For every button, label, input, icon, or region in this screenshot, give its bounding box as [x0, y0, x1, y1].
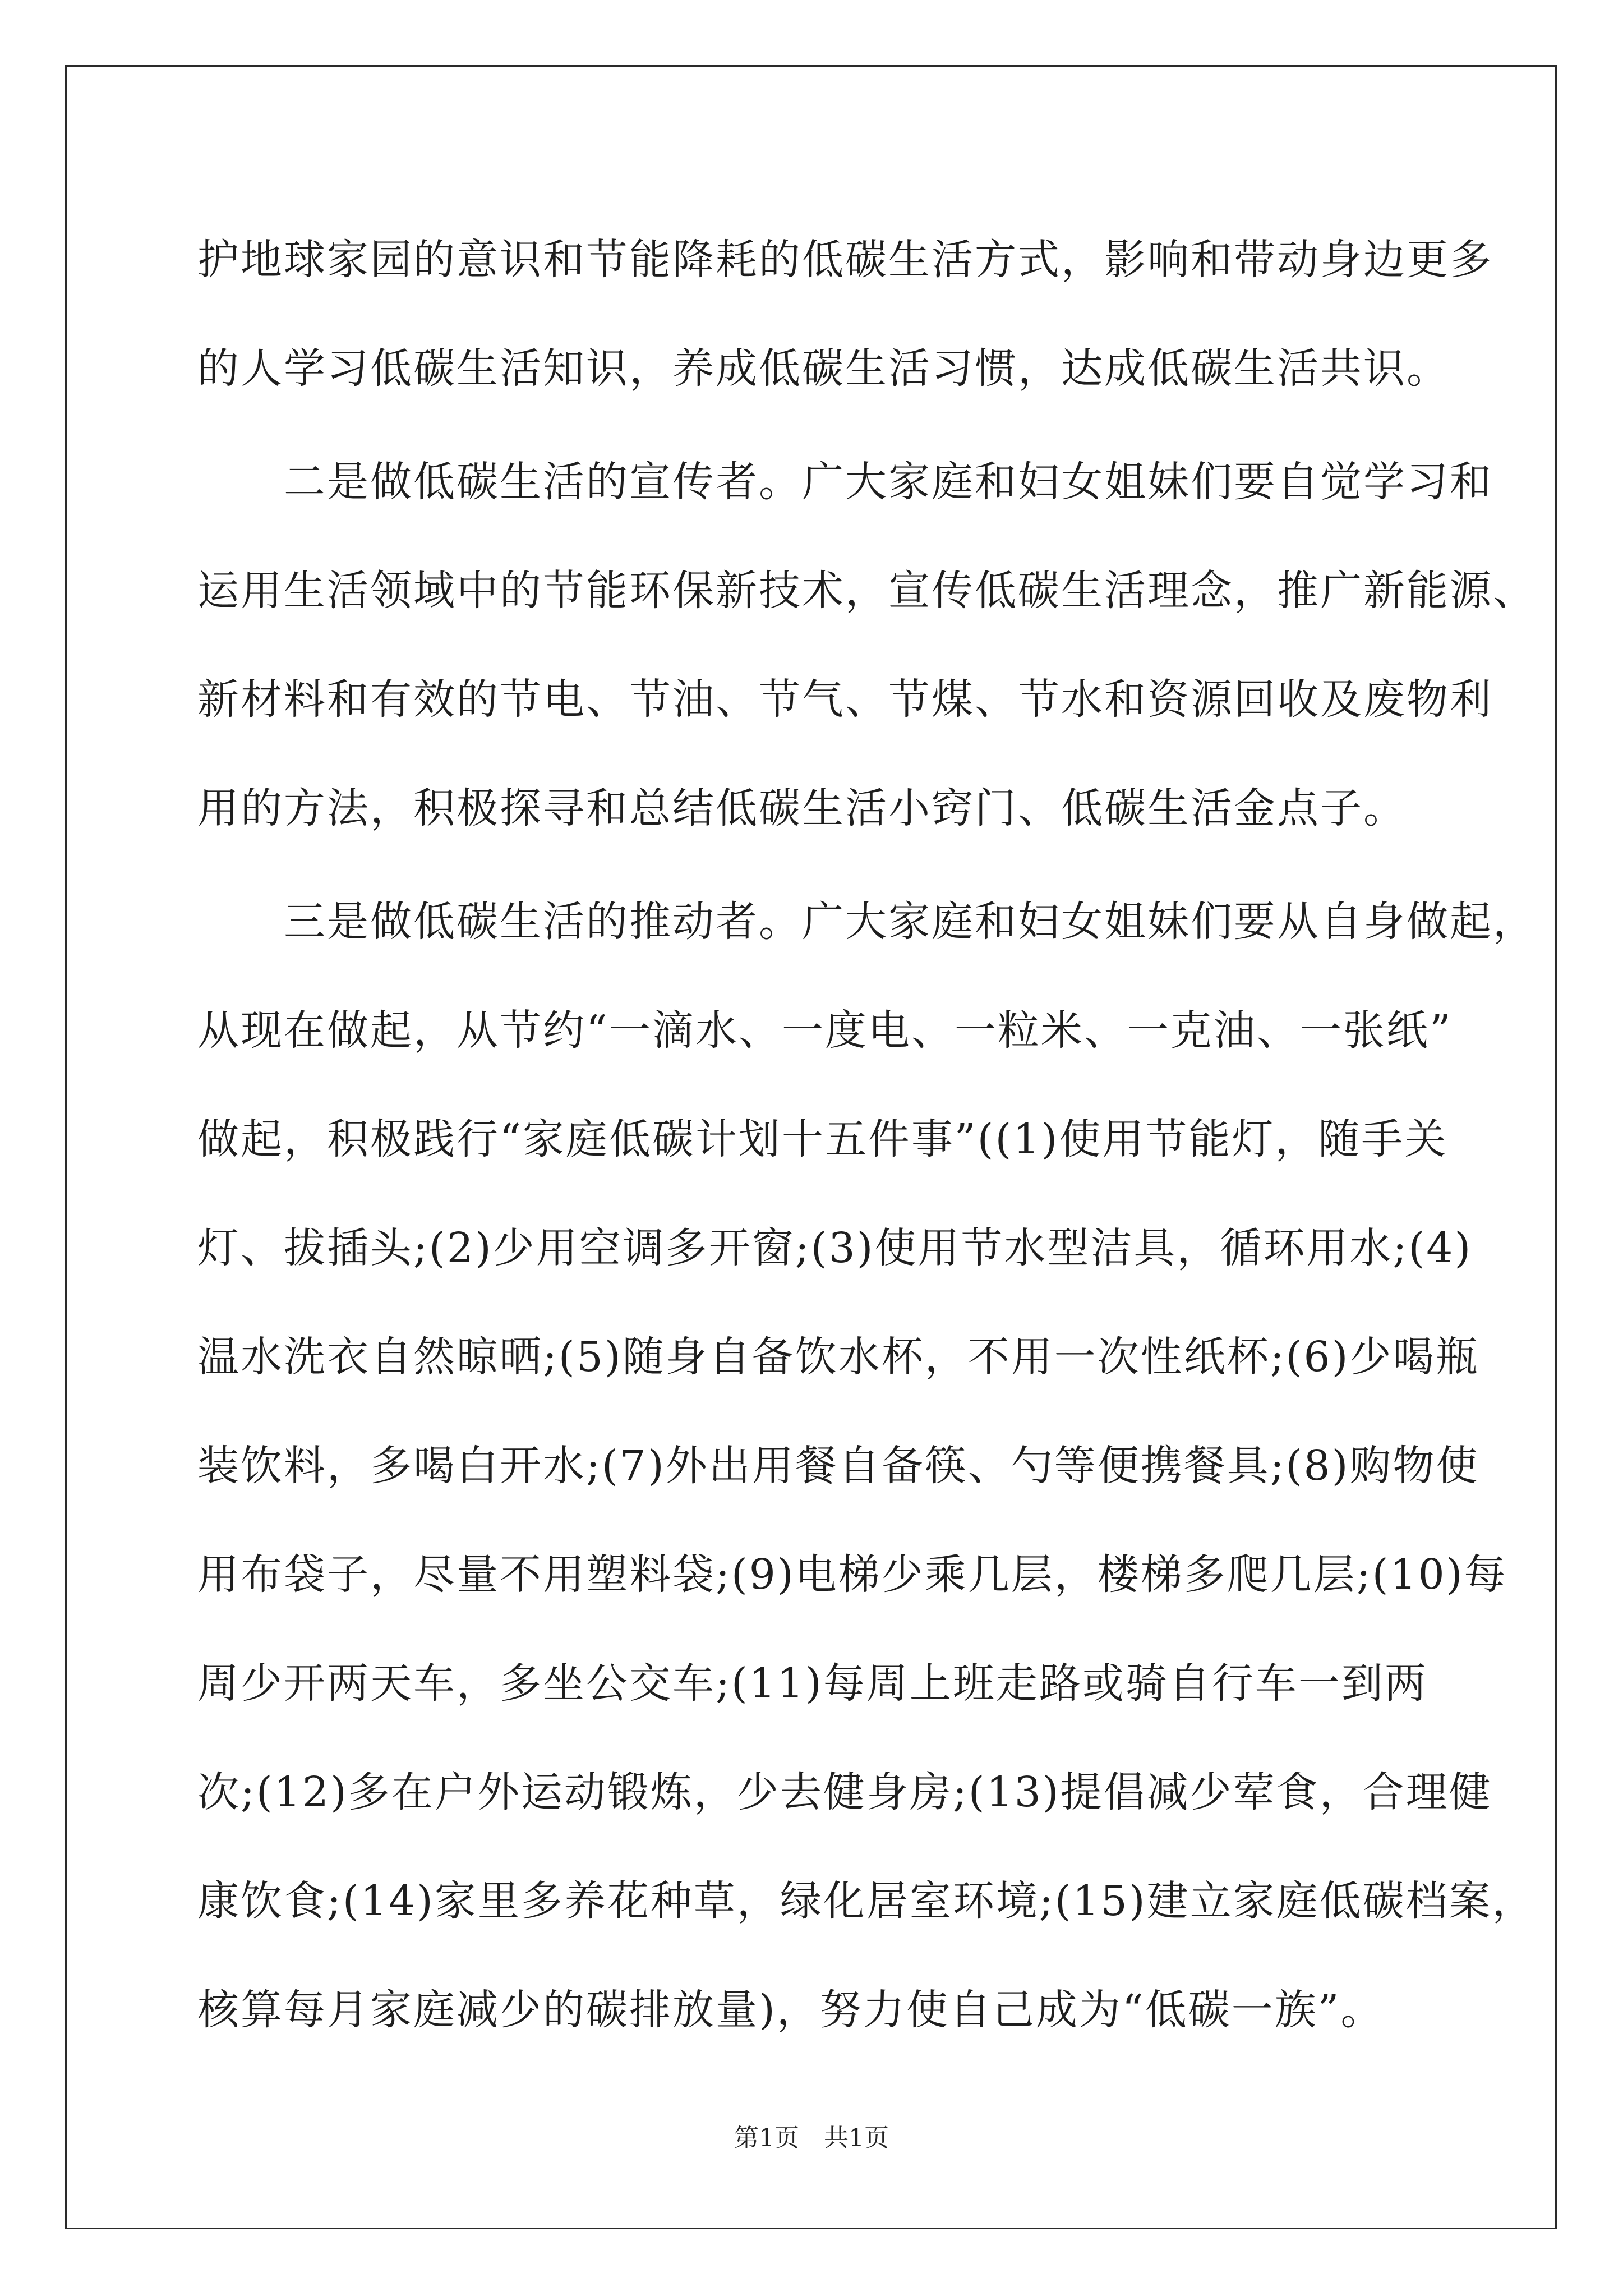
text-line: 三是做低碳生活的推动者。广大家庭和妇女姐妹们要从自身做起，	[197, 898, 1536, 946]
paragraph	[197, 864, 1536, 2061]
text-line: 温水洗衣自然晾晒;(5)随身自备饮水杯，不用一次性纸杯;(6)少喝瓶	[197, 1333, 1479, 1381]
text-line: 护地球家园的意识和节能降耗的低碳生活方式，影响和带动身边更多	[197, 236, 1493, 284]
text-line: 灯、拔插头;(2)少用空调多开窗;(3)使用节水型洁具，循环用水;(4)	[197, 1224, 1473, 1272]
paragraph	[197, 424, 1536, 859]
text-line: 从现在做起，从节约“一滴水、一度电、一粒米、一克油、一张纸”	[197, 1006, 1453, 1055]
text-line: 运用生活领域中的节能环保新技术，宣传低碳生活理念，推广新能源、	[197, 567, 1536, 615]
text-line: 做起，积极践行“家庭低碳计划十五件事”((1)使用节能灯，随手关	[197, 1115, 1448, 1163]
text-line: 装饮料，多喝白开水;(7)外出用餐自备筷、勺等便携餐具;(8)购物使	[197, 1442, 1479, 1490]
document-body	[197, 202, 1536, 2061]
text-line: 二是做低碳生活的宣传者。广大家庭和妇女姐妹们要自觉学习和	[197, 458, 1493, 506]
page-number: 第1页 共1页	[734, 2124, 889, 2152]
text-line: 新材料和有效的节电、节油、节气、节煤、节水和资源回收及废物利	[197, 675, 1493, 724]
text-line: 用布袋子，尽量不用塑料袋;(9)电梯少乘几层，楼梯多爬几层;(10)每	[197, 1550, 1507, 1599]
paragraph	[197, 202, 1493, 420]
text-line: 次;(12)多在户外运动锻炼，少去健身房;(13)提倡减少荤食，合理健	[197, 1768, 1492, 1816]
text-line: 核算每月家庭减少的碳排放量)，努力使自己成为“低碳一族”。	[197, 1986, 1384, 2034]
text-line: 康饮食;(14)家里多养花种草，绿化居室环境;(15)建立家庭低碳档案，	[197, 1877, 1536, 1925]
text-line: 周少开两天车，多坐公交车;(11)每周上班走路或骑自行车一到两	[197, 1659, 1428, 1708]
text-line: 的人学习低碳生活知识，养成低碳生活习惯，达成低碳生活共识。	[197, 344, 1450, 393]
text-line: 用的方法，积极探寻和总结低碳生活小窍门、低碳生活金点子。	[197, 784, 1407, 832]
